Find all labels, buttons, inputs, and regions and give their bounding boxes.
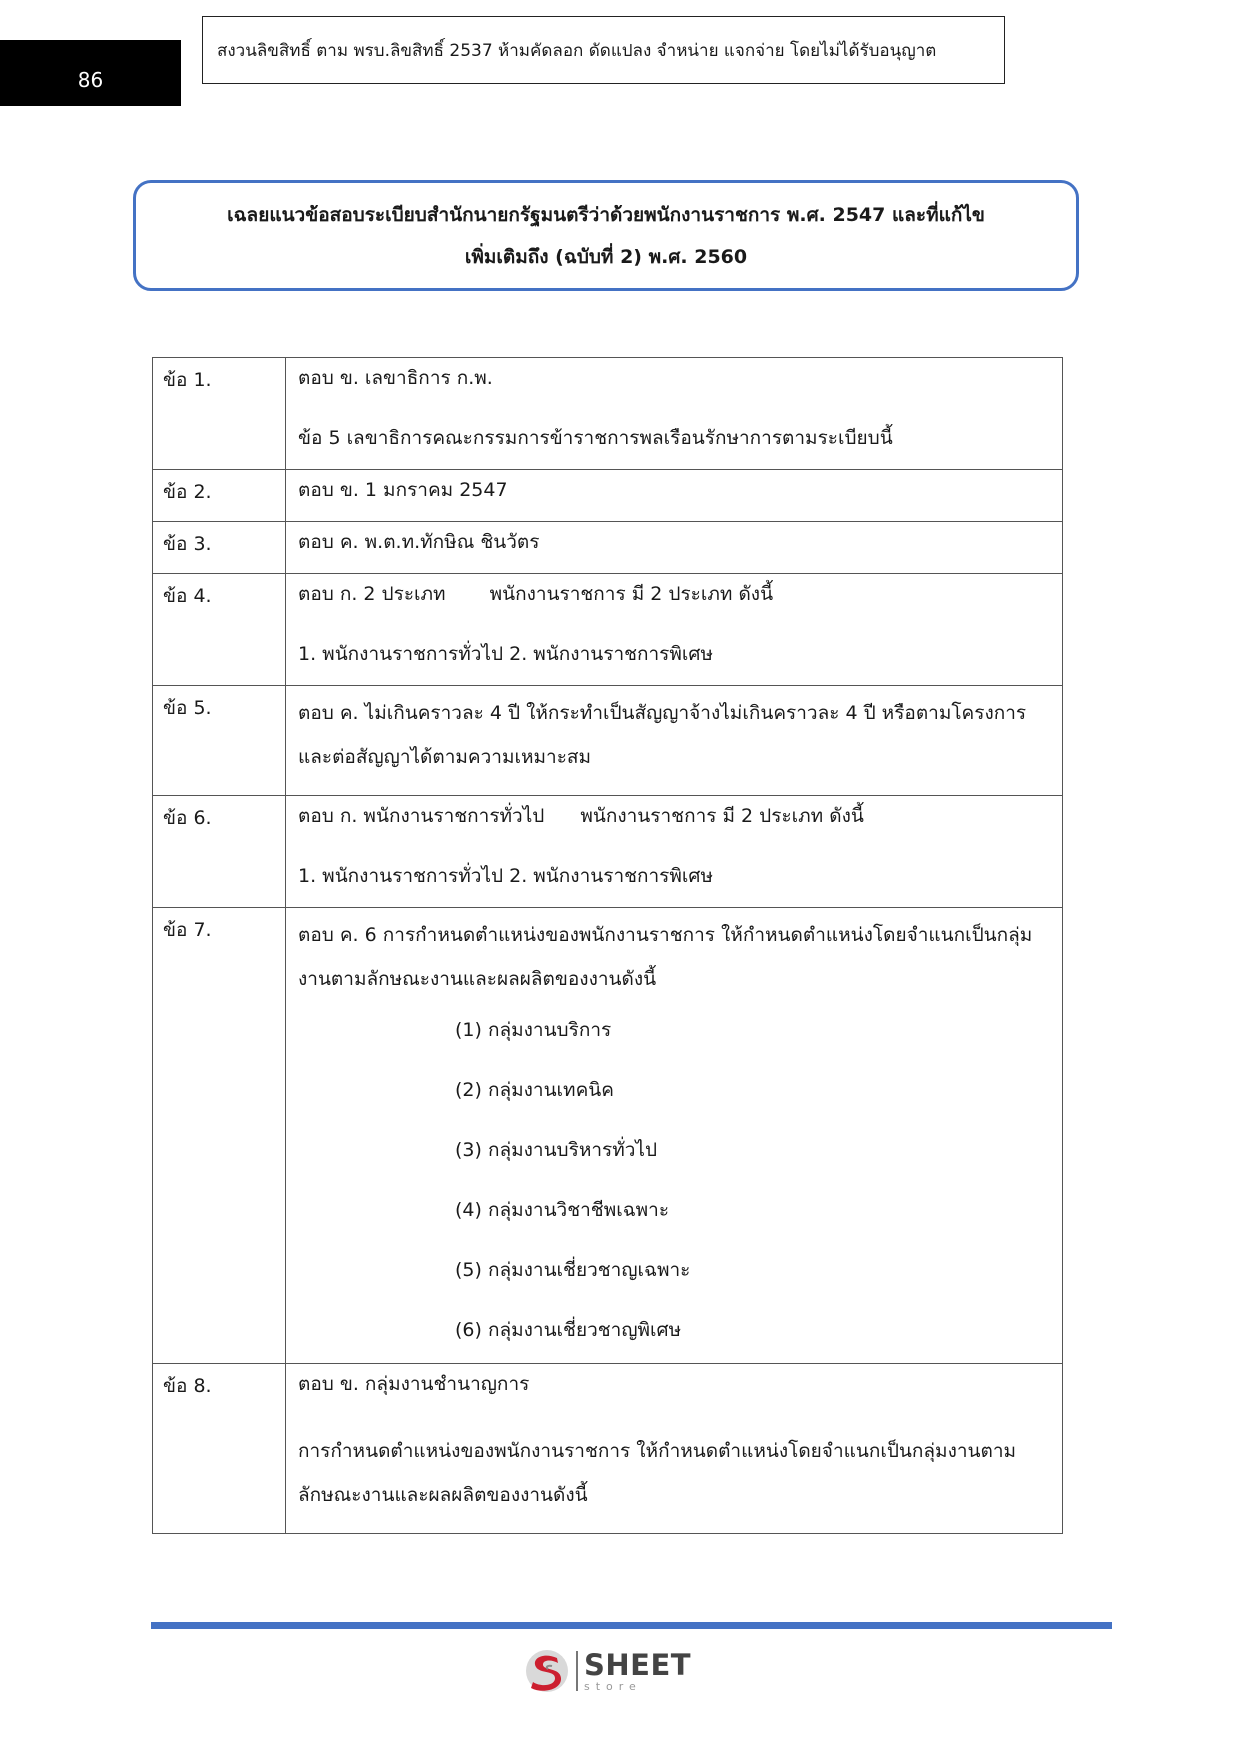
answer-note: พนักงานราชการ มี 2 ประเภท ดังนี้ xyxy=(489,583,774,605)
table-row xyxy=(153,908,1063,1364)
answer-note: พนักงานราชการ มี 2 ประเภท ดังนี้ xyxy=(580,805,864,827)
table-row xyxy=(153,470,1063,522)
answer-list: 1. พนักงานราชการทั่วไป 2. พนักงานราชการพิเศษ xyxy=(298,643,713,665)
list-item: (6) กลุ่มงานเชี่ยวชาญพิเศษ xyxy=(455,1319,682,1341)
table-row xyxy=(153,574,1063,686)
answer-cell xyxy=(286,796,1063,908)
answer-cell xyxy=(286,908,1063,1364)
logo-s-icon xyxy=(522,1646,572,1696)
answer-line: ตอบ ข. เลขาธิการ ก.พ. xyxy=(298,367,493,389)
logo-subtext: store xyxy=(584,1679,642,1693)
answer-text: ตอบ ค. 6 การกำหนดตำแหน่งของพนักงานราชการ ให้กำหนดตำแหน่งโดยจำแนกเป็นกลุ่มงานตามลักษณะงานและผลผลิตของงานดังนี้ xyxy=(298,924,1033,990)
answer-text: ตอบ ค. ไม่เกินคราวละ 4 ปี ให้กระทำเป็นสัญญาจ้างไม่เกินคราวละ 4 ปี หรือตามโครงการและต่อสัญญาได้ตามความเหมาะสม xyxy=(298,702,1027,768)
list-item: (4) กลุ่มงานวิชาชีพเฉพาะ xyxy=(455,1199,670,1221)
copyright-notice: สงวนลิขสิทธิ์ ตาม พรบ.ลิขสิทธิ์ 2537 ห้ามคัดลอก ดัดแปลง จำหน่าย แจกจ่าย โดยไม่ได้รับอนุญาต xyxy=(202,16,1005,84)
question-number: ข้อ 7. xyxy=(153,908,286,1364)
answer-list: 1. พนักงานราชการทั่วไป 2. พนักงานราชการพิเศษ xyxy=(298,865,713,887)
table-row xyxy=(153,358,1063,470)
answer-cell xyxy=(286,470,1063,522)
answer-choice: ตอบ ก. พนักงานราชการทั่วไป xyxy=(298,805,545,827)
answer-cell xyxy=(286,1364,1063,1534)
answer-line: ข้อ 5 เลขาธิการคณะกรรมการข้าราชการพลเรือนรักษาการตามระเบียบนี้ xyxy=(298,427,893,449)
answer-cell xyxy=(286,522,1063,574)
page-number: 86 xyxy=(0,40,181,106)
table-row xyxy=(153,796,1063,908)
answer-cell xyxy=(286,358,1063,470)
sheet-store-logo xyxy=(522,1645,691,1697)
question-number: ข้อ 1. xyxy=(153,358,286,470)
answer-choice: ตอบ ก. 2 ประเภท xyxy=(298,583,446,605)
answer-line: ตอบ ค. พ.ต.ท.ทักษิณ ชินวัตร xyxy=(298,531,540,553)
question-number: ข้อ 6. xyxy=(153,796,286,908)
answer-text: การกำหนดตำแหน่งของพนักงานราชการ ให้กำหนดตำแหน่งโดยจำแนกเป็นกลุ่มงานตามลักษณะงานและผลผลิตของงานดังนี้ xyxy=(298,1440,1017,1506)
title-line-1: เฉลยแนวข้อสอบระเบียบสำนักนายกรัฐมนตรีว่าด้วยพนักงานราชการ พ.ศ. 2547 และที่แก้ไข xyxy=(227,203,985,226)
list-item: (1) กลุ่มงานบริการ xyxy=(455,1019,612,1041)
answer-line: ตอบ ข. 1 มกราคม 2547 xyxy=(298,479,508,501)
answer-cell xyxy=(286,574,1063,686)
table-row xyxy=(153,522,1063,574)
table-row xyxy=(153,686,1063,796)
question-number: ข้อ 3. xyxy=(153,522,286,574)
title-line-2: เพิ่มเติมถึง (ฉบับที่ 2) พ.ศ. 2560 xyxy=(464,245,748,268)
question-number: ข้อ 2. xyxy=(153,470,286,522)
logo-separator xyxy=(576,1651,578,1691)
page-title xyxy=(133,180,1079,291)
list-item: (2) กลุ่มงานเทคนิค xyxy=(455,1079,614,1101)
logo-text: SHEET xyxy=(584,1647,692,1682)
answer-table xyxy=(152,357,1063,1534)
table-row xyxy=(153,1364,1063,1534)
list-item: (5) กลุ่มงานเชี่ยวชาญเฉพาะ xyxy=(455,1259,691,1281)
question-number: ข้อ 4. xyxy=(153,574,286,686)
answer-cell xyxy=(286,686,1063,796)
question-number: ข้อ 8. xyxy=(153,1364,286,1534)
question-number: ข้อ 5. xyxy=(153,686,286,796)
answer-choice: ตอบ ข. กลุ่มงานชำนาญการ xyxy=(298,1373,530,1395)
list-item: (3) กลุ่มงานบริหารทั่วไป xyxy=(455,1139,658,1161)
footer-divider xyxy=(151,1622,1112,1629)
